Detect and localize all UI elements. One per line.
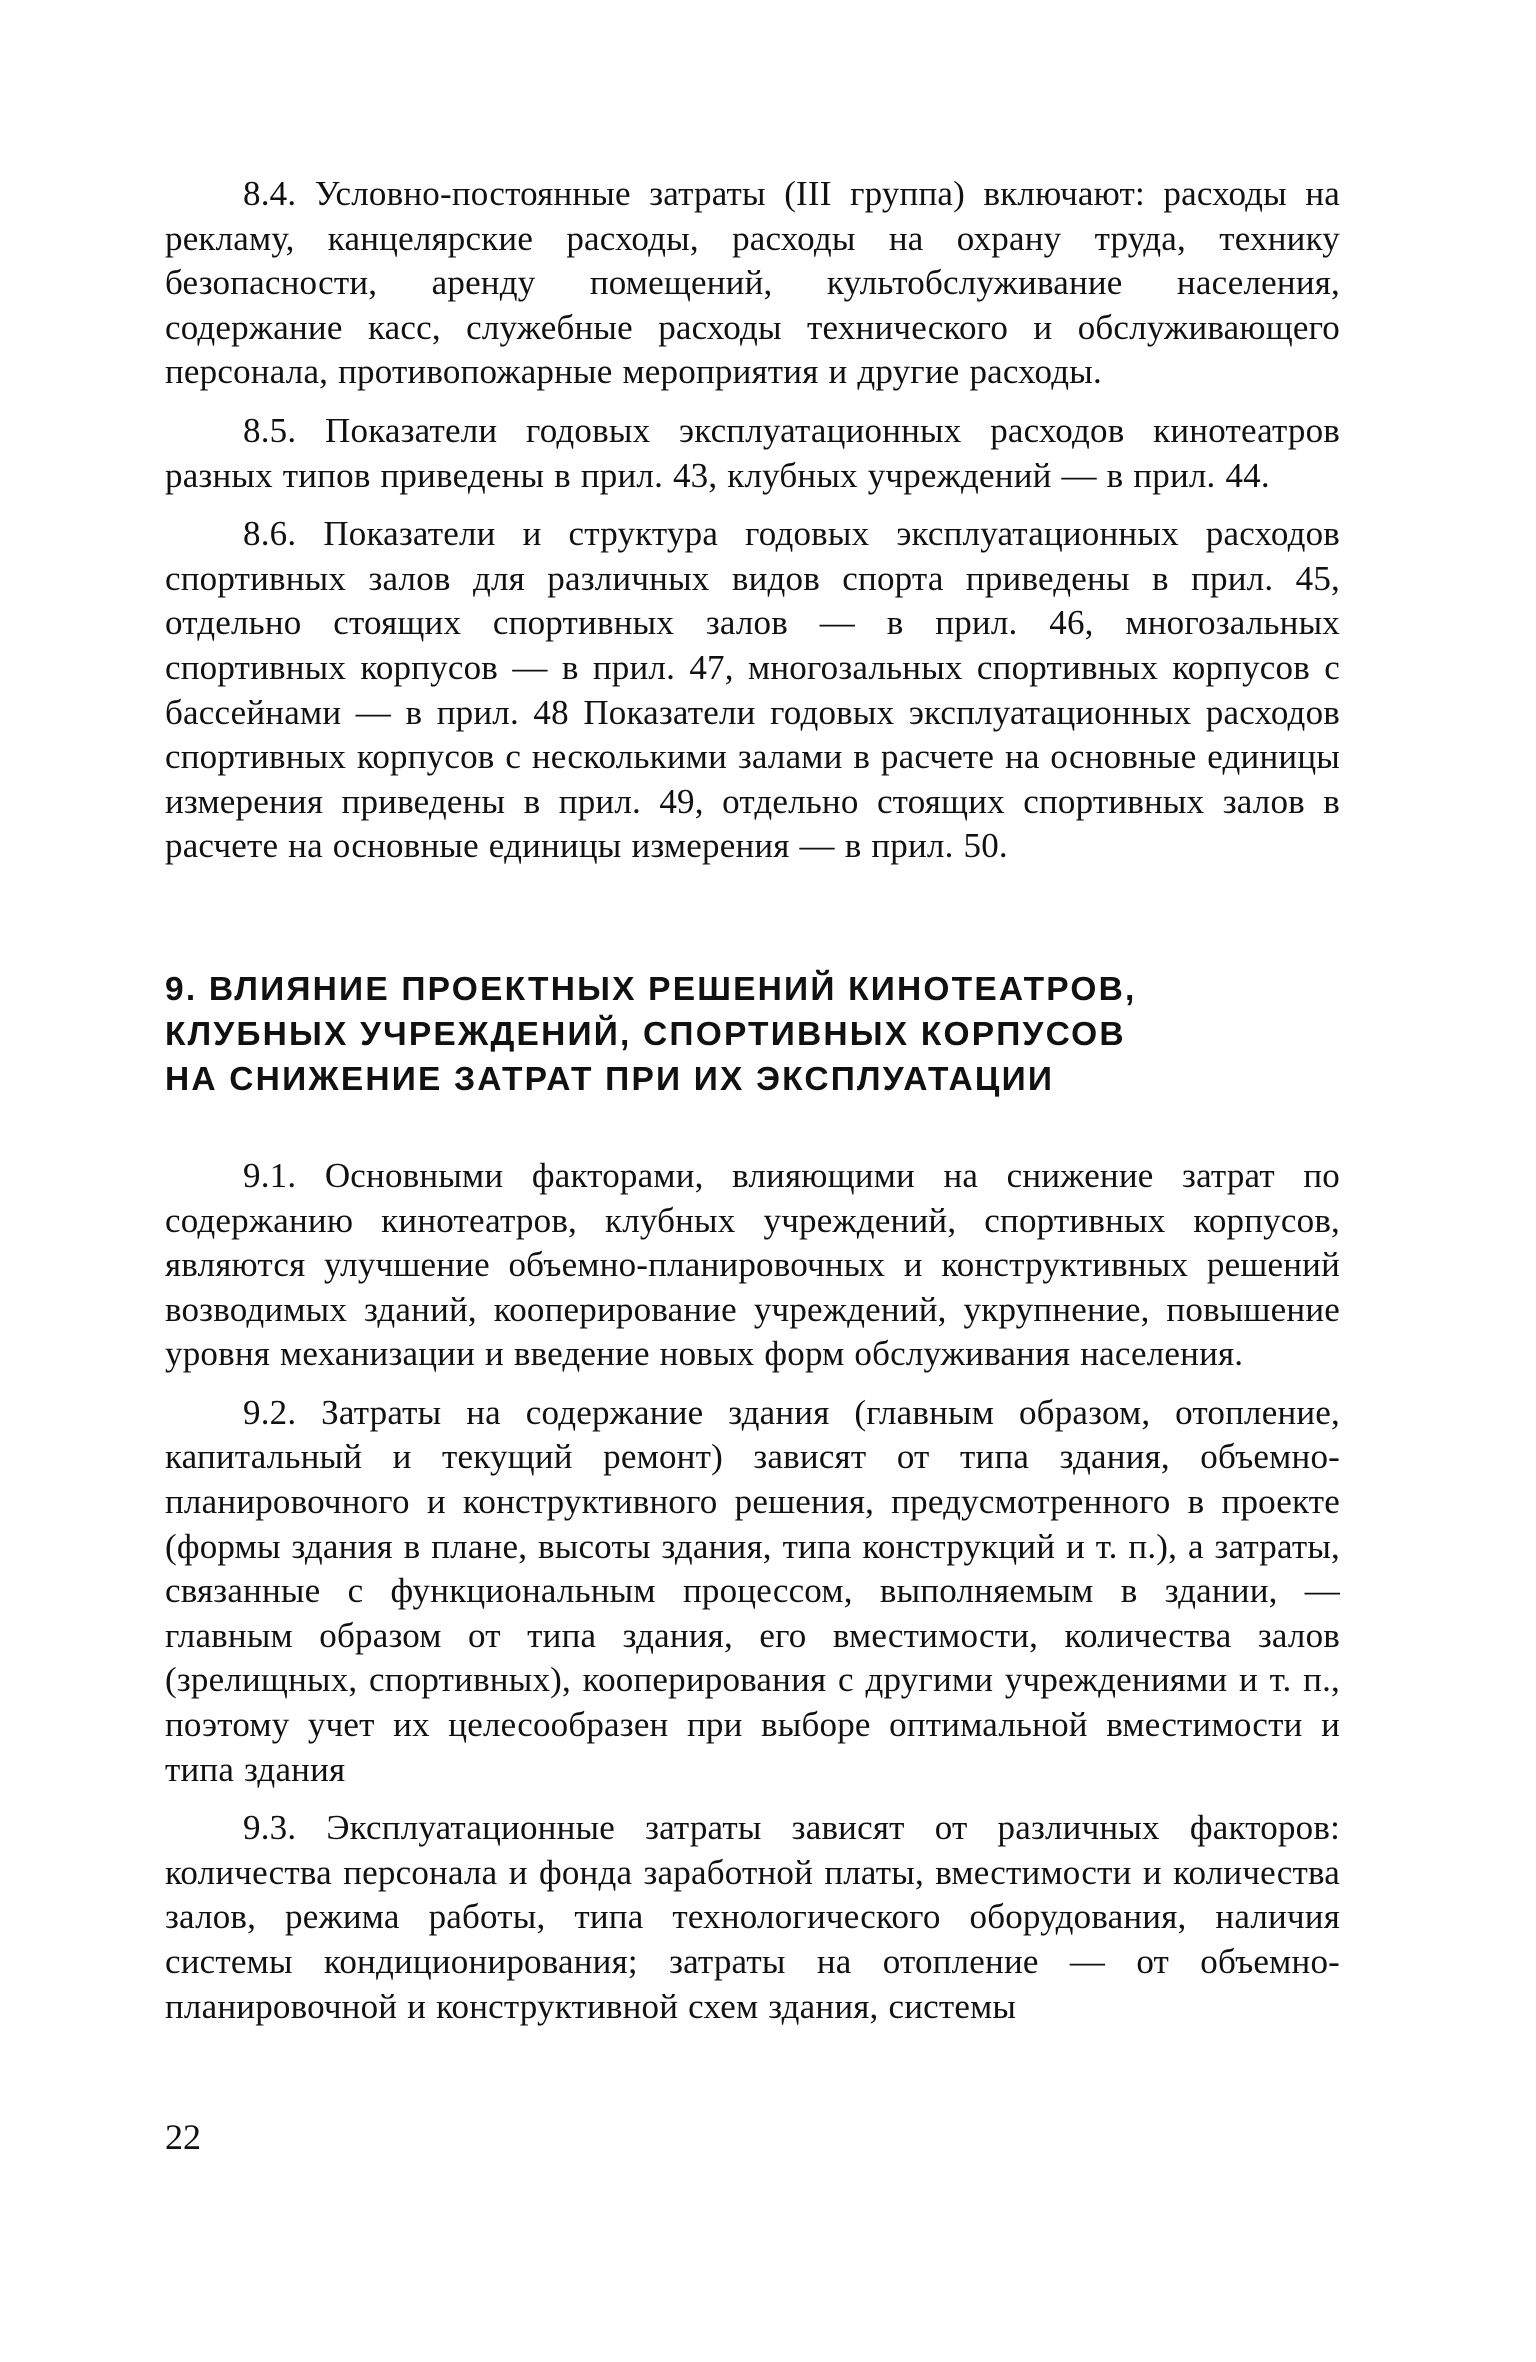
paragraph-8-5: 8.5. Показатели годовых эксплуатационных расходов кинотеатров разных типов приведены в прил. 43, клубных учреждений — в прил. 44. [165, 410, 1340, 495]
paragraph-9-1: 9.1. Основными факторами, влияющими на снижение затрат по содержанию кинотеатров, клубных учреждений, спортивных корпусов, являются улучшение объемно-планировочных и конструктивных решений возводимых зданий, кооперирование учреждений, укрупнение, повышение уровня механизации и введение новых форм обслуживания населения. [165, 1155, 1340, 1374]
text-column [165, 172, 1340, 2029]
paragraph-9-2: 9.2. Затраты на содержание здания (главным образом, отопление, капитальный и текущий ремонт) зависят от типа здания, объемно-планировочного и конструктивного решения, предусмотренного в проекте (формы здания в плане, высоты здания, типа конструкций и т. п.), а затраты, связанные с функциональным процессом, выполняемым в здании, — главным образом от типа здания, его вместимости, количества залов (зрелищных, спортивных), кооперирования с другими учреждениями и т. п., поэтому учет их целесообразен при выборе оптимальной вместимости и типа здания [165, 1392, 1340, 1789]
paragraph-9-3: 9.3. Эксплуатационные затраты зависят от различных факторов: количества персонала и фонда заработной платы, вместимости и количества залов, режима работы, типа технологического оборудования, наличия системы кондиционирования; затраты на отопление — от объемно-планировочной и конструктивной схем здания, системы [165, 1808, 1340, 2026]
section-heading-line: КЛУБНЫХ УЧРЕЖДЕНИЙ, СПОРТИВНЫХ КОРПУСОВ [165, 1015, 1126, 1053]
section-heading [165, 967, 1340, 1102]
section-heading-line: НА СНИЖЕНИЕ ЗАТРАТ ПРИ ИХ ЭКСПЛУАТАЦИИ [165, 1060, 1055, 1098]
section-heading-line: 9. ВЛИЯНИЕ ПРОЕКТНЫХ РЕШЕНИЙ КИНОТЕАТРОВ, [165, 970, 1137, 1008]
paragraph-8-4: 8.4. Условно-постоянные затраты (III группа) включают: расходы на рекламу, канцелярские расходы, расходы на охрану труда, технику безопасности, аренду помещений, культобслуживание населения, содержание касс, служебные расходы технического и обслуживающего персонала, противопожарные мероприятия и другие расходы. [165, 174, 1340, 392]
page-number: 22 [165, 2117, 201, 2157]
paragraph-8-6: 8.6. Показатели и структура годовых эксплуатационных расходов спортивных залов для различных видов спорта приведены в прил. 45, отдельно стоящих спортивных залов — в прил. 46, многозальных спортивных корпусов — в прил. 47, многозальных спортивных корпусов с бассейнами — в прил. 48 Показатели годовых эксплуатационных расходов спортивных корпусов с несколькими залами в расчете на основные единицы измерения приведены в прил. 49, отдельно стоящих спортивных залов в расчете на основные единицы измерения — в прил. 50. [165, 514, 1340, 866]
